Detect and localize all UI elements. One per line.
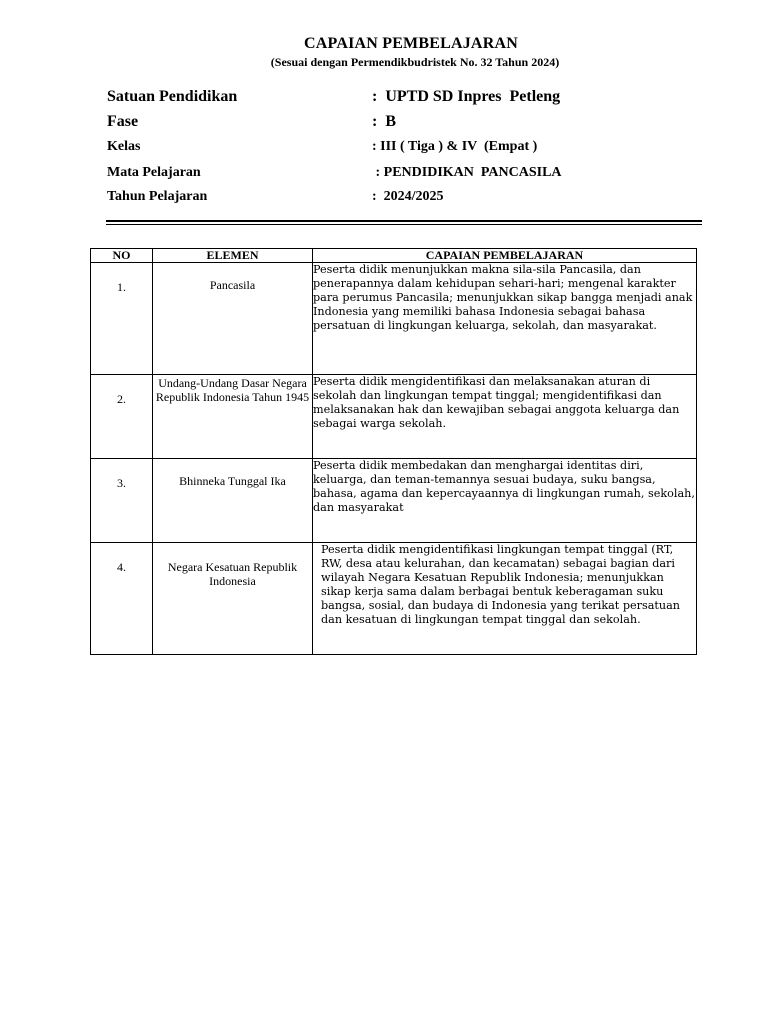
table-row [91,263,697,375]
info-row-satuan-pendidikan [107,88,707,113]
header-capaian: CAPAIAN PEMBELAJARAN [313,249,697,263]
info-row-kelas [107,139,707,165]
divider-thick [106,220,702,222]
info-row-mata-pelajaran [107,165,707,189]
header-elemen: ELEMEN [153,249,313,263]
info-label: Fase [107,113,139,130]
info-label: Tahun Pelajaran [107,189,208,204]
table-row [91,459,697,543]
row-elemen: Bhinneka Tunggal Ika [153,459,313,543]
row-capaian: Peserta didik mengidentifikasi dan melaksanakan aturan di sekolah dan lingkungan tempat tinggal; mengidentifikasi dan melaksanakan hak dan kewajiban sebagai anggota keluarga dan sebagai warga sekolah. [313,375,697,459]
header-no: NO [91,249,153,263]
document-subtitle: (Sesuai dengan Permendikbudristek No. 32 Tahun 2024) [270,55,560,69]
row-elemen: Undang-Undang Dasar Negara Republik Indonesia Tahun 1945 [153,375,313,459]
info-label: Kelas [107,139,141,154]
table-header-row [91,249,697,263]
divider-thin [106,224,702,225]
document-title: CAPAIAN PEMBELAJARAN [304,35,518,52]
row-number: 4. [91,543,153,655]
info-row-tahun-pelajaran [107,189,707,213]
row-capaian: Peserta didik menunjukkan makna sila-sila Pancasila, dan penerapannya dalam kehidupan sehari-hari; mengenal karakter para perumus Pancasila; menunjukkan sikap bangga menjadi anak Indonesia yang memiliki bahasa Indonesia sebagai bahasa persatuan di lingkungan keluarga, sekolah, dan masyarakat. [313,263,697,375]
info-label: Mata Pelajaran [107,165,201,180]
row-number: 3. [91,459,153,543]
identity-section [107,88,707,213]
info-value: : UPTD SD Inpres Petleng [372,88,561,105]
info-value: : B [372,113,396,130]
row-number: 1. [91,263,153,375]
table-row [91,375,697,459]
row-elemen: Negara Kesatuan Republik Indonesia [153,543,313,655]
info-label: Satuan Pendidikan [107,88,238,105]
row-elemen: Pancasila [153,263,313,375]
info-value: : PENDIDIKAN PANCASILA [372,165,562,180]
info-value: : III ( Tiga ) & IV (Empat ) [372,139,538,154]
capaian-table [90,248,697,655]
info-row-fase [107,113,707,139]
row-number: 2. [91,375,153,459]
row-capaian: Peserta didik membedakan dan menghargai identitas diri, keluarga, dan teman-temannya sesuai budaya, suku bangsa, bahasa, agama dan kepercayaannya di lingkungan rumah, sekolah, dan masyarakat [313,459,697,543]
table-row [91,543,697,655]
row-capaian: Peserta didik mengidentifikasi lingkungan tempat tinggal (RT, RW, desa atau kelurahan, dan kecamatan) sebagai bagian dari wilayah Negara Kesatuan Republik Indonesia; menunjukkan sikap kerja sama dalam berbagai bentuk keberagaman suku bangsa, sosial, dan budaya di Indonesia yang terikat persatuan dan kesatuan di lingkungan tempat tinggal dan sekolah. [313,543,697,655]
info-value: : 2024/2025 [372,189,444,204]
